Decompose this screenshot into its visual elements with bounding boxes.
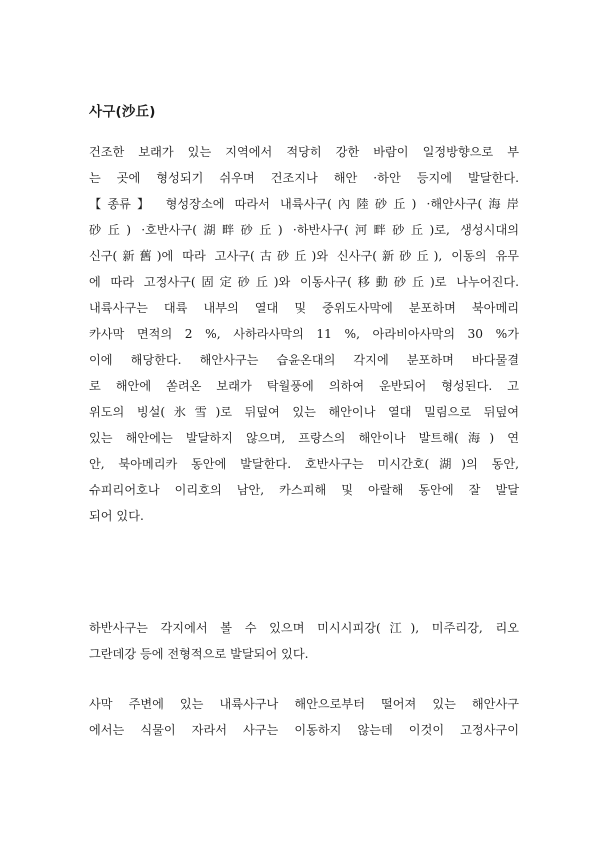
paragraph-river-dunes — [89, 615, 519, 667]
text-line: 에서는 식물이 자라서 사구는 이동하지 않는데 이것이 고정사구이 — [89, 723, 519, 737]
text-line: 그란데강 등에 전형적으로 발달되어 있다. — [89, 647, 309, 661]
text-line: 내륙사구는 대륙 내부의 열대 및 중위도사막에 분포하며 북아메리 — [89, 301, 519, 315]
text-line: 로 해안에 쏟려온 보래가 탁월풍에 의하여 운반되어 형성된다. 고 — [89, 379, 519, 393]
text-line: 슈피리어호나 이리호의 남안, 카스피해 및 아랄해 동안에 잘 발달 — [89, 483, 519, 497]
text-line: 신구(新舊)에 따라 고사구(古砂丘)와 신사구(新砂丘), 이동의 유무 — [89, 249, 519, 263]
text-line: 카사막 면적의 2 %, 사하라사막의 11 %, 아라비아사막의 30 %가 — [89, 327, 519, 341]
page-title: 사구(沙丘) — [89, 104, 156, 120]
text-line: 에 따라 고정사구(固定砂丘)와 이동사구(移動砂丘)로 나누어진다. — [89, 275, 519, 289]
text-line: 砂丘) ·호반사구(湖畔砂丘) ·하반사구(河畔砂丘)로, 생성시대의 — [89, 223, 519, 237]
text-line: 는 곳에 형성되기 쉬우며 건조지나 해안 ·하안 등지에 발달한다. — [89, 171, 519, 185]
text-line: 위도의 빙설(氷雪)로 뒤덮여 있는 해안이나 열대 밀림으로 뒤덮여 — [89, 405, 519, 419]
text-line: 사막 주변에 있는 내륙사구나 해안으로부터 떨어져 있는 해안사구 — [89, 697, 519, 711]
text-line: 【종류】 형성장소에 따라서 내륙사구(內陸砂丘) ·해안사구(海岸 — [89, 197, 519, 211]
text-line: 이에 해당한다. 해안사구는 습윤온대의 각지에 분포하며 바다물결 — [89, 353, 519, 367]
paragraph-main — [89, 139, 519, 529]
text-line: 안, 북아메리카 동안에 발달한다. 호반사구는 미시간호(湖)의 동안, — [89, 457, 519, 471]
text-line: 하반사구는 각지에서 볼 수 있으며 미시시피강(江), 미주리강, 리오 — [89, 621, 519, 635]
text-line: 되어 있다. — [89, 509, 144, 523]
paragraph-fixed-dunes — [89, 691, 519, 743]
text-line: 건조한 보래가 있는 지역에서 적당히 강한 바람이 일정방향으로 부 — [89, 145, 519, 159]
text-line: 있는 해안에는 발달하지 않으며, 프랑스의 해안이나 발트해(海) 연 — [89, 431, 519, 445]
